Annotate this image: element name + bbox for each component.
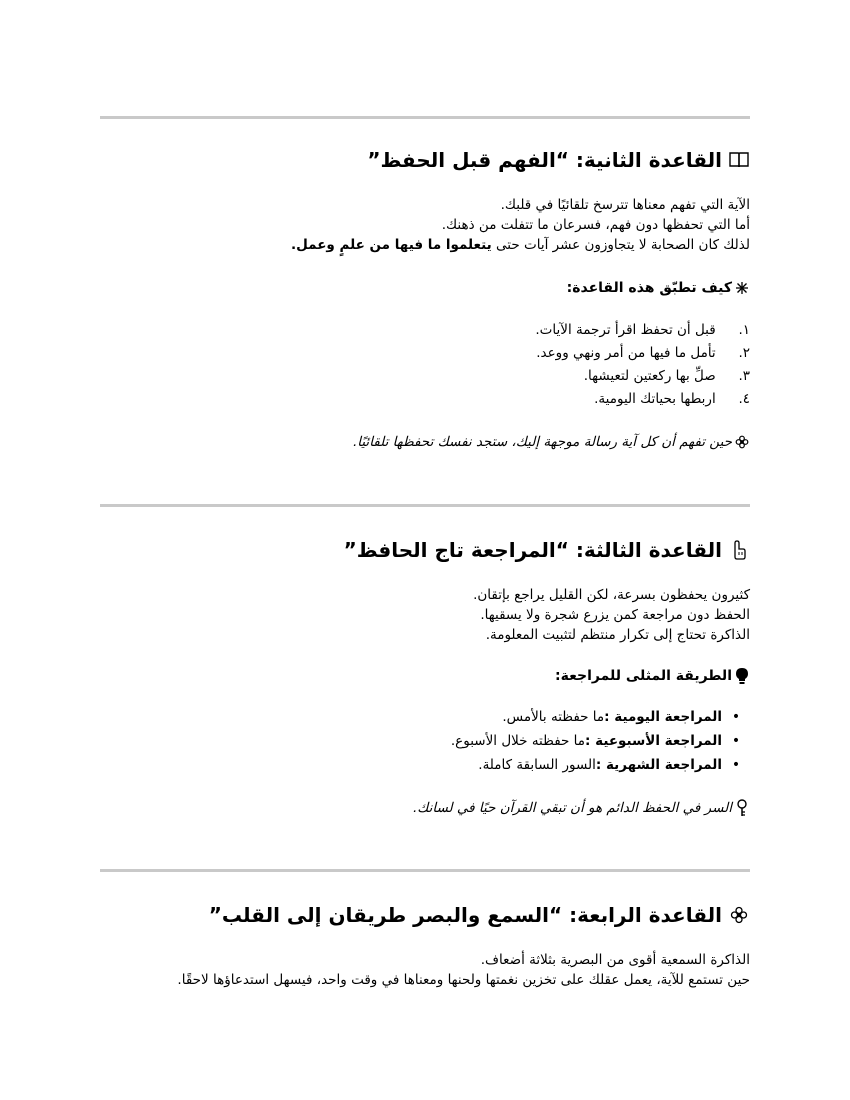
section-rule-four [100,900,750,990]
item-text: صلِّ بها ركعتين لتعيشها. [583,368,716,384]
flower-icon [728,904,750,926]
item-text: تأمل ما فيها من أمر ونهي ووعد. [536,345,716,361]
list-item [100,705,750,729]
divider [100,504,750,507]
paragraph-line: الذاكرة السمعية أقوى من البصرية بثلاثة أضعاف. [480,952,750,968]
subheading-text: الطريقة المثلى للمراجعة: [555,668,732,684]
subheading [100,277,750,299]
lightbulb-icon [734,668,750,684]
section-title: القاعدة الرابعة: “السمع والبصر طريقان إلى القلب” [208,903,722,927]
sparkle-icon [734,280,750,296]
section-rule-three [100,535,750,819]
list-item [100,342,750,365]
section-title: القاعدة الثالثة: “المراجعة تاج الحافظ” [343,538,722,562]
text-plain: لذلك كان الصحابة لا يتجاوزون عشر آيات حتى [491,237,750,253]
review-list [100,705,750,777]
item-number: ١. [738,322,750,338]
divider [100,116,750,119]
item-text: قبل أن تحفظ اقرأ ترجمة الآيات. [535,322,716,338]
section-rule-two [100,145,750,453]
document-page [100,0,750,1100]
item-bold: المراجعة اليومية : [604,709,722,725]
section-heading [100,145,750,175]
subheading-text: كيف تطبّق هذه القاعدة: [566,280,732,296]
divider [100,869,750,872]
bullet: • [731,709,741,725]
paragraph-line: كثيرون يحفظون بسرعة، لكن القليل يراجع بإتقان. [473,587,750,603]
section-heading [100,535,750,565]
key-icon [734,800,750,816]
item-number: ٤. [738,391,750,407]
bullet: • [731,757,741,773]
list-item [100,365,750,388]
section-heading [100,900,750,930]
note-text: حين تفهم أن كل آية رسالة موجهة إليك، ستجد نفسك تحفظها تلقائيًا. [352,434,732,450]
item-number: ٢. [738,345,750,361]
paragraph-line: أما التي تحفظها دون فهم، فسرعان ما تتفلت من ذهنك. [441,217,750,233]
paragraph-line: الذاكرة تحتاج إلى تكرار منتظم لتثبيت المعلومة. [485,627,750,643]
list-item [100,729,750,753]
note-text: السر في الحفظ الدائم هو أن تبقي القرآن حيًا في لسانك. [412,800,732,816]
item-text: اربطها بحياتك اليومية. [594,391,716,407]
paragraph-line: الحفظ دون مراجعة كمن يزرع شجرة ولا يسقيها. [480,607,750,623]
tip-note [100,797,750,819]
list-item [100,753,750,777]
subheading [100,665,750,687]
item-text: ما حفظته خلال الأسبوع. [450,733,586,749]
item-text: ما حفظته بالأمس. [502,709,605,725]
item-bold: المراجعة الشهرية : [595,757,722,773]
list-item [100,388,750,411]
pointing-hand-icon [728,539,750,561]
flower-icon [734,434,750,450]
book-icon [728,149,750,171]
text-bold: يتعلموا ما فيها من علمٍ وعمل. [290,237,492,253]
section-title: القاعدة الثانية: “الفهم قبل الحفظ” [367,148,722,172]
paragraph-line: الآية التي تفهم معناها تترسخ تلقائيًا في قلبك. [500,197,750,213]
tip-note [100,431,750,453]
bullet: • [731,733,741,749]
steps-list [100,319,750,411]
paragraph-line [100,235,750,255]
paragraph-line: حين تستمع للآية، يعمل عقلك على تخزين نغمتها ولحنها ومعناها في وقت واحد، فيسهل استدعاؤها لاحقًا. [177,972,750,988]
item-text: السور السابقة كاملة. [478,757,596,773]
item-bold: المراجعة الأسبوعية : [585,733,722,749]
item-number: ٣. [738,368,750,384]
list-item [100,319,750,342]
